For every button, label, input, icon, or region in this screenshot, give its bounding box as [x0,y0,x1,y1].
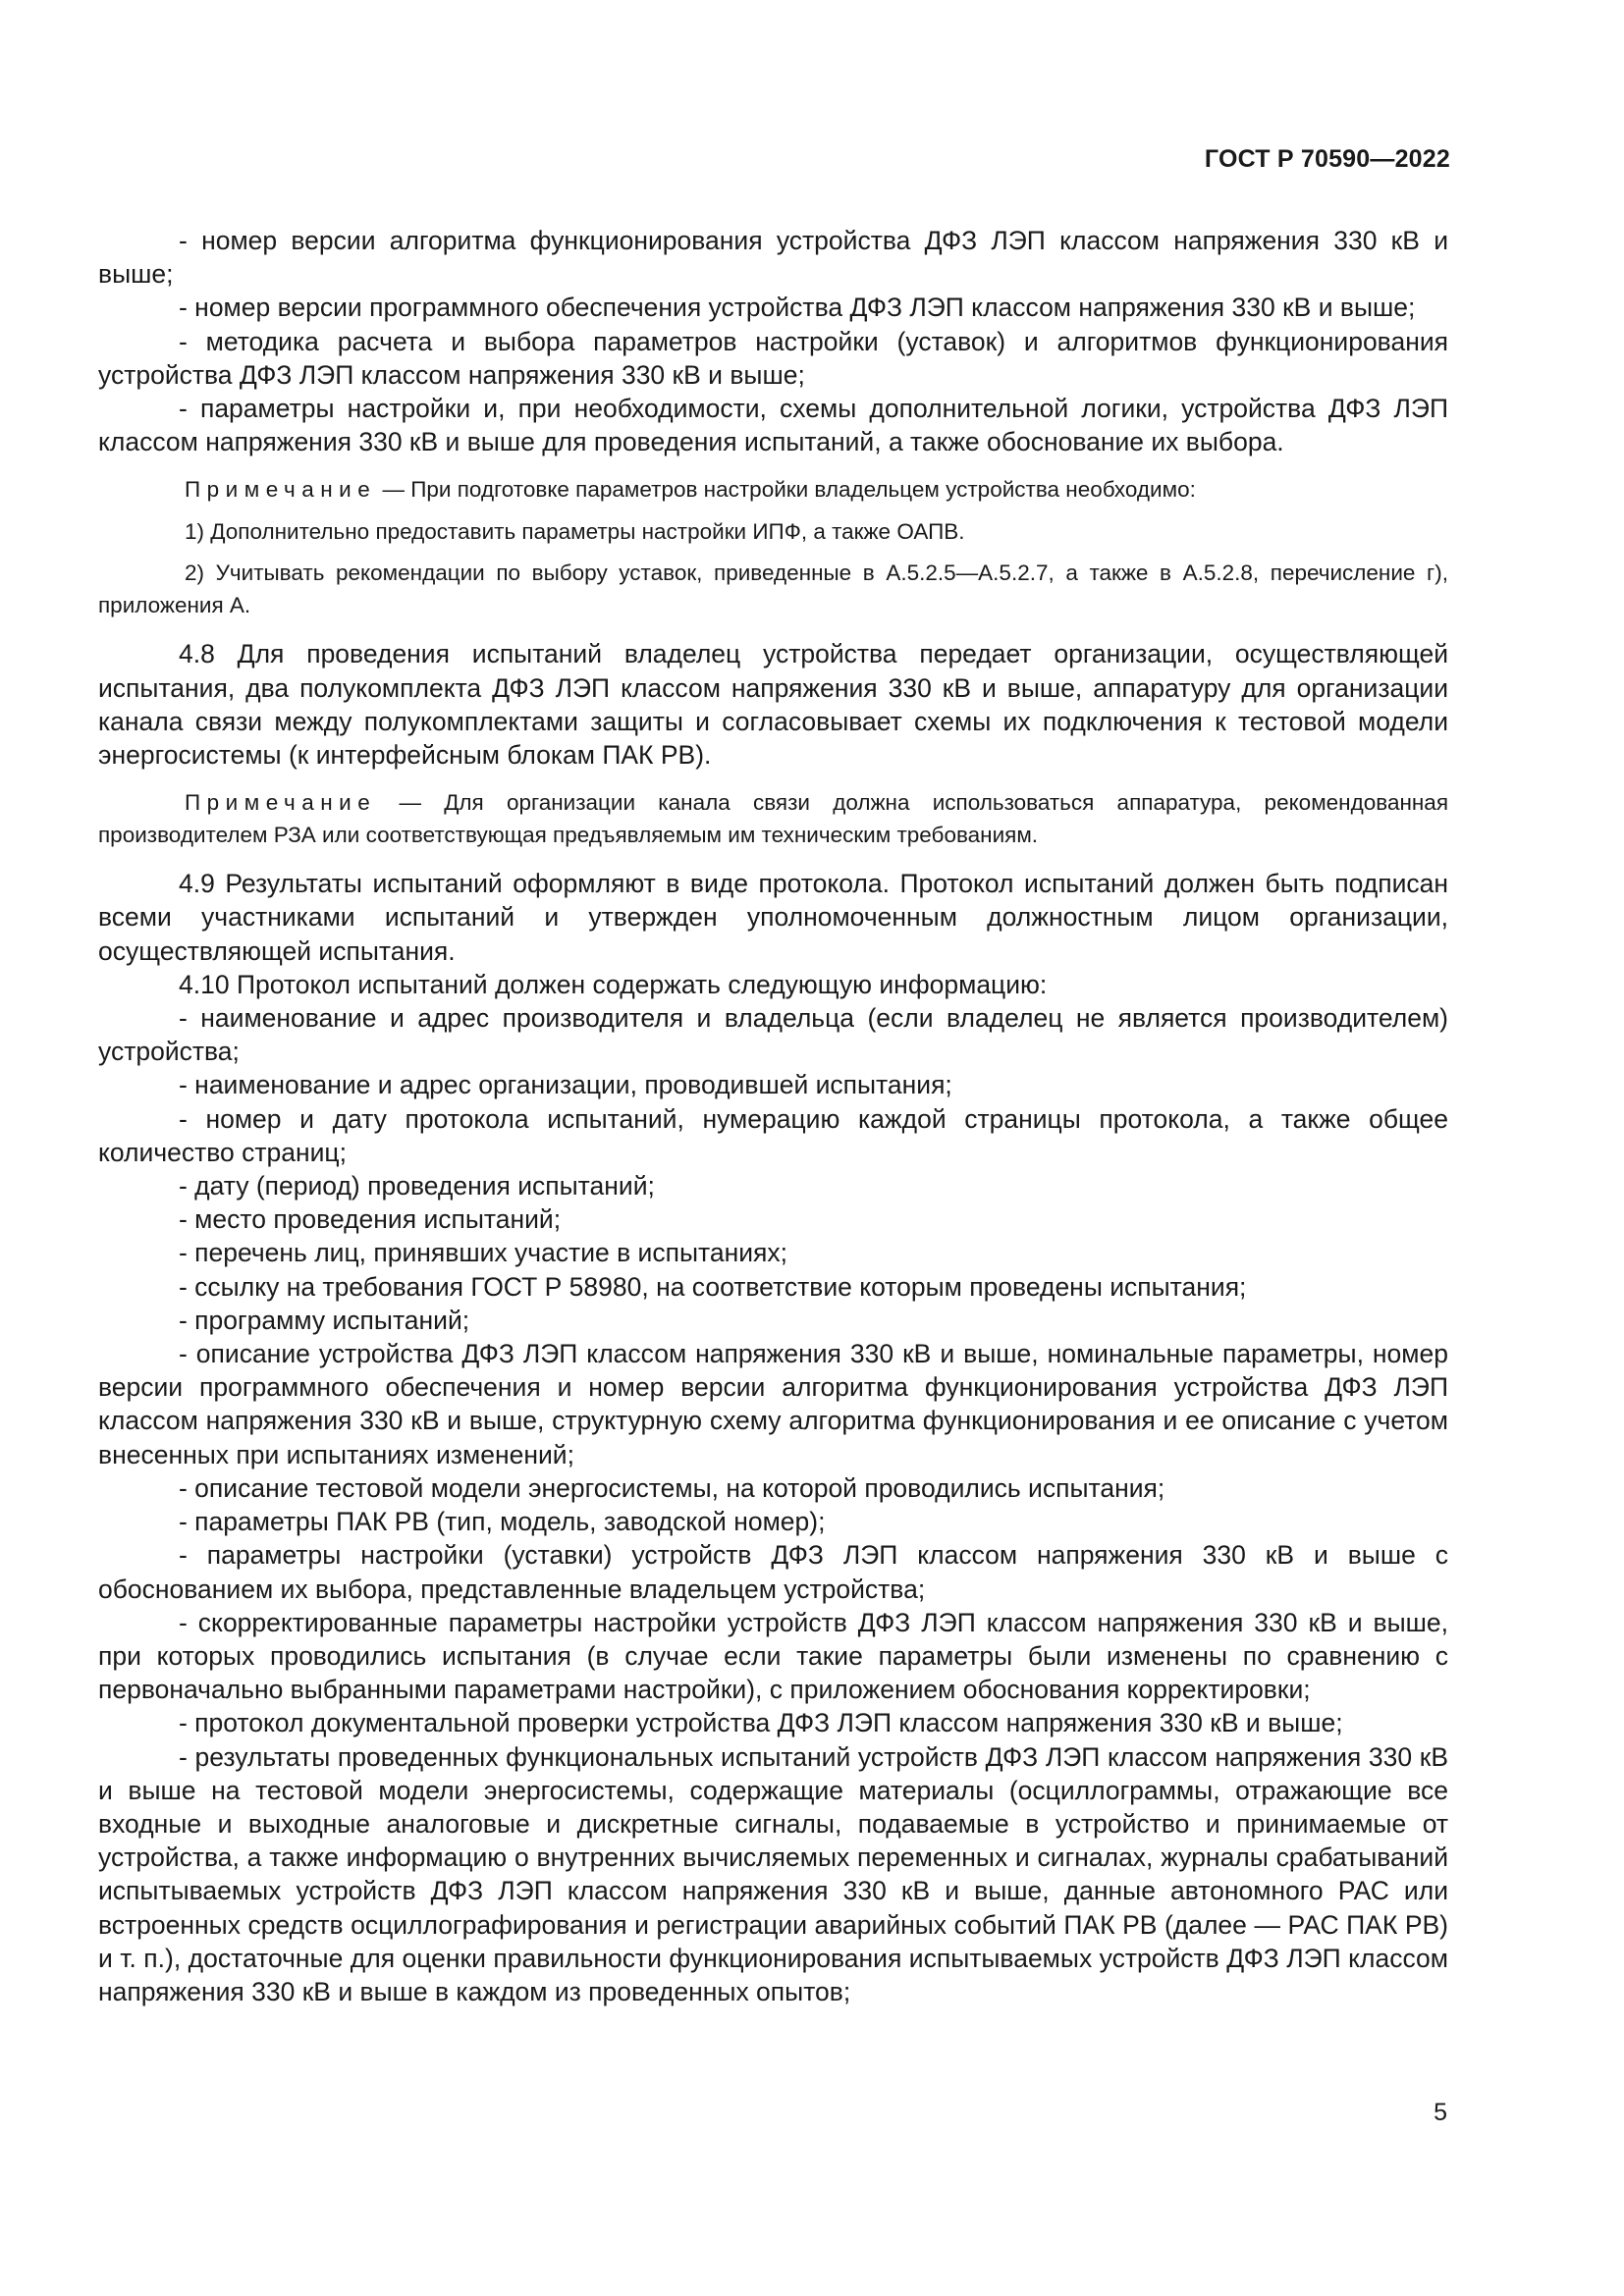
list-item: - номер и дату протокола испытаний, нумерацию каждой страницы протокола, а также общее количество страниц; [98,1103,1448,1167]
clause-4-10: 4.10 Протокол испытаний должен содержать следующую информацию: [179,969,1048,999]
list-item: - описание устройства ДФЗ ЛЭП классом напряжения 330 кВ и выше, номинальные параметры, номер версии программного обеспечения и номер версии алгоритма функционирования устройства ДФЗ ЛЭП классом напряжения 330 кВ и выше, структурную схему алгоритма функционирования и ее описание с учетом внесенных при испытаниях изменений; [98,1339,1448,1469]
list-item: - результаты проведенных функциональных испытаний устройств ДФЗ ЛЭП классом напряжения 330 кВ и выше на тестовой модели энергосистемы, содержащие материалы (осциллограммы, отражающие все входные и выходные аналоговые и дискретные сигналы, подаваемые в устройство и принимаемые от устройства, а также информацию о внутренних вычисляемых переменных и сигналах, журналы срабатываний испытываемых устройств ДФЗ ЛЭП классом напряжения 330 кВ и выше, данные автономного РАС или встроенных средств осциллографирования и регистрации аварийных событий ПАК РВ (далее — РАС ПАК РВ) и т. п.), достаточные для оценки правильности функционирования испытываемых устройств ДФЗ ЛЭП классом напряжения 330 кВ и выше в каждом из проведенных опытов; [98,1741,1448,2006]
note-label: Примечание [185,477,377,503]
list-item: - описание тестовой модели энергосистемы, на которой проводились испытания; [179,1472,1165,1503]
note-text: — При подготовке параметров настройки владельцем устройства необходимо: [376,477,1196,503]
note-item: 1) Дополнительно предоставить параметры настройки ИПФ, а также ОАПВ. [185,518,965,544]
note-item: 2) Учитывать рекомендации по выбору уставок, приведенные в А.5.2.5—А.5.2.7, а также в А.5.2.8, перечисление г), приложения А. [98,561,1448,617]
list-item: - место проведения испытаний; [179,1204,562,1235]
document-header: ГОСТ Р 70590—2022 [1204,145,1450,173]
list-item: - методика расчета и выбора параметров настройки (уставок) и алгоритмов функционирования устройства ДФЗ ЛЭП классом напряжения 330 кВ и выше; [98,326,1448,390]
list-item: - протокол документальной проверки устройства ДФЗ ЛЭП классом напряжения 330 кВ и выше; [179,1708,1343,1738]
page-number: 5 [1434,2099,1447,2126]
list-item: - скорректированные параметры настройки устройств ДФЗ ЛЭП классом напряжения 330 кВ и выше, при которых проводились испытания (в случае если такие параметры были изменены по сравнению с первоначально выбранными параметрами настройки), с приложением обоснования корректировки; [98,1607,1448,1705]
list-b [98,1001,1448,2008]
note-2-lead [98,787,1448,851]
page-body [98,224,1448,2008]
list-item: - ссылку на требования ГОСТ Р 58980, на соответствие которым проведены испытания; [179,1271,1247,1302]
note-1 [98,474,1448,621]
clause-4-9: 4.9 Результаты испытаний оформляют в виде протокола. Протокол испытаний должен быть подписан всеми участниками испытаний и утвержден уполномоченным должностным лицом организации, осуществляющей испытания. [98,869,1448,966]
clause-4-8: 4.8 Для проведения испытаний владелец устройства передает организации, осуществляющей испытания, два полукомплекта ДФЗ ЛЭП классом напряжения 330 кВ и выше, аппаратуру для организации канала связи между полукомплектами защиты и согласовывает схемы их подключения к тестовой модели энергосистемы (к интерфейсным блокам ПАК РВ). [98,639,1448,771]
list-a [98,224,1448,458]
note-text: — Для организации канала связи должна использоваться аппаратура, рекомендованная производителем РЗА или соответствующая предъявляемым им техническим требованиям. [98,790,1448,847]
list-item: - дату (период) проведения испытаний; [179,1171,655,1201]
list-item: - параметры ПАК РВ (тип, модель, заводской номер); [179,1507,826,1537]
note-label: Примечание [185,790,377,816]
list-item: - наименование и адрес организации, проводившей испытания; [179,1070,952,1100]
list-item: - параметры настройки и, при необходимости, схемы дополнительной логики, устройства ДФЗ ЛЭП классом напряжения 330 кВ и выше для проведения испытаний, а также обоснование их выбора. [98,394,1448,457]
list-item: - номер версии программного обеспечения устройства ДФЗ ЛЭП классом напряжения 330 кВ и выше; [179,293,1416,323]
list-item: - параметры настройки (уставки) устройств ДФЗ ЛЭП классом напряжения 330 кВ и выше с обоснованием их выбора, представленные владельцем устройства; [98,1540,1448,1604]
note-1-lead [98,474,1448,507]
note-2 [98,787,1448,851]
list-item: - перечень лиц, принявших участие в испытаниях; [179,1238,787,1268]
list-item: - номер версии алгоритма функционирования устройства ДФЗ ЛЭП классом напряжения 330 кВ и выше; [98,226,1448,290]
list-item: - наименование и адрес производителя и владельца (если владелец не является производителем) устройства; [98,1003,1448,1067]
list-item: - программу испытаний; [179,1305,470,1335]
